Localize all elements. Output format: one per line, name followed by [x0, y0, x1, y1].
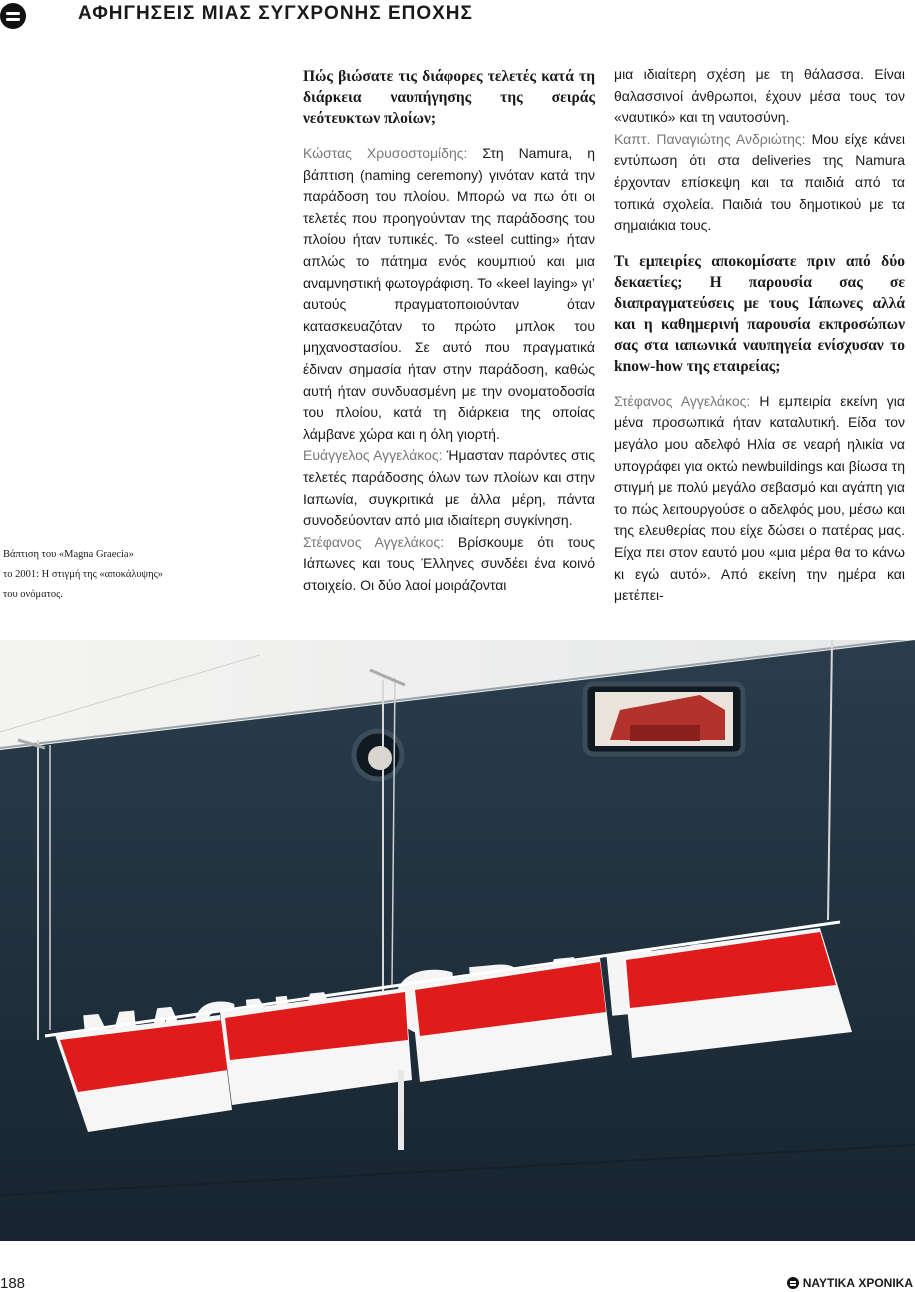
speaker-name: Στέφανος Αγγελάκος:	[614, 392, 751, 409]
answer-text: Η εμπειρία εκείνη για μένα προσωπικά ήταν καταλυτική. Είδα τον μεγάλο μου αδελφό Ηλία σε νεαρή ηλικία να υπογράφει για οκτώ newbuildings και βίωσα τη στιγμή με πολύ μεγάλο σεβασμό και αγάπη για το πώς λειτουργούσε ο αδελφός μου, μέσω και της ελευθερίας που είχε δώσει ο πατέρας μας. Είχα πει στον εαυτό μου «μια μέρα θα το κάνω κι εγώ αυτό». Από εκείνη την ημέρα και μετέπει-	[614, 392, 905, 604]
text-column-1	[303, 66, 595, 596]
caption-line: Βάπτιση του «Magna Graecia»	[3, 549, 134, 560]
answer-paragraph	[614, 391, 905, 607]
text-column-2	[614, 64, 905, 607]
answer-paragraph: μια ιδιαίτερη σχέση με τη θάλασσα. Είναι θαλασσινοί άνθρωποι, έχουν μέσα τους τον «ναυτικό» και τη ναυτοσύνη.	[614, 66, 905, 126]
answer-paragraph	[614, 129, 905, 237]
speaker-name: Ευάγγελος Αγγελάκος:	[303, 447, 443, 464]
page-number: 188	[0, 1275, 26, 1292]
interview-question: Τι εμπειρίες αποκομίσατε πριν από δύο δεκαετίες; Η παρουσία σας σε διαπραγματεύσεις με τους Ιάπωνες αλλά και η καθημερινή παρουσία εκπροσώπων σας στα ιαπωνικά ναυπηγεία ενίσχυσαν το know-how της εταιρείας;	[614, 252, 905, 375]
section-title: ΑΦΗΓΗΣΕΙΣ ΜΙΑΣ ΣΥΓΧΡΟΝΗΣ ΕΠΟΧΗΣ	[78, 3, 473, 24]
speaker-name: Καπτ. Παναγιώτης Ανδριώτης:	[614, 130, 806, 147]
caption-line: του ονόματος.	[3, 589, 63, 600]
ship-naming-photo	[0, 640, 915, 1241]
answer-paragraph	[303, 532, 595, 597]
caption-line: το 2001: Η στιγμή της «αποκάλυψης»	[3, 569, 164, 580]
answer-text: Ήμασταν παρόντες στις τελετές παράδοσης όλων των πλοίων και στην Ιαπωνία, συγκριτικά με άλλα μέρη, πάντα συνοδεύονταν από μια ιδιαίτερη συγκίνηση.	[303, 447, 596, 529]
magazine-name: ΝΑΥΤΙΚΑ ΧΡΟΝΙΚΑ	[802, 1276, 913, 1290]
magazine-logo-icon	[787, 1277, 799, 1289]
speaker-name: Κώστας Χρυσοστομίδης:	[303, 145, 468, 161]
speaker-name: Στέφανος Αγγελάκος:	[303, 533, 445, 550]
answer-text: Μου είχε κάνει εντύπωση ότι στα deliveries της Namura έρχονταν επίσκεψη και τα παιδιά από τα τοπικά σχολεία. Παιδιά του δημοτικού με τα σημαιάκια τους.	[614, 130, 905, 234]
photo-caption	[3, 545, 203, 605]
interview-question: Πώς βιώσατε τις διάφορες τελετές κατά τη διάρκεια ναυπήγησης της σειράς νεότευκτων πλοίων;	[303, 68, 595, 127]
answer-paragraph	[303, 445, 595, 531]
answer-text: Βρίσκουμε ότι τους Ιάπωνες και τους Έλληνες συνδέει ένα κοινό στοιχείο. Οι δύο λαοί μοιράζονται	[303, 533, 595, 593]
answer-text: Στη Namura, η βάπτιση (naming ceremony) γινόταν κατά την παράδοση του πλοίου. Μπορώ να πω ότι οι τελετές που προηγούνταν της παράδοσης του πλοίου ήταν τυπικές. Το «steel cutting» ήταν απλώς το πάτημα ενός κουμπιού και μια αναμνηστική φωτογράφιση. Το «keel laying» γι’ αυτούς πραγματοποιούνταν όταν κατασκευαζόταν το πρώτο μπλοκ του μηχανοστασίου. Σε αυτό που πραγματικά έδιναν σημασία ήταν στην παράδοση, καθώς αυτή ήταν συνδυασμένη με την ονοματοδοσία του πλοίου, κατά τη διάρκεια της οποίας λάμβανε χώρα και η όλη γιορτή.	[303, 145, 595, 442]
magazine-logo-icon	[0, 3, 26, 29]
magazine-footer	[787, 1276, 913, 1290]
answer-paragraph	[303, 143, 595, 445]
